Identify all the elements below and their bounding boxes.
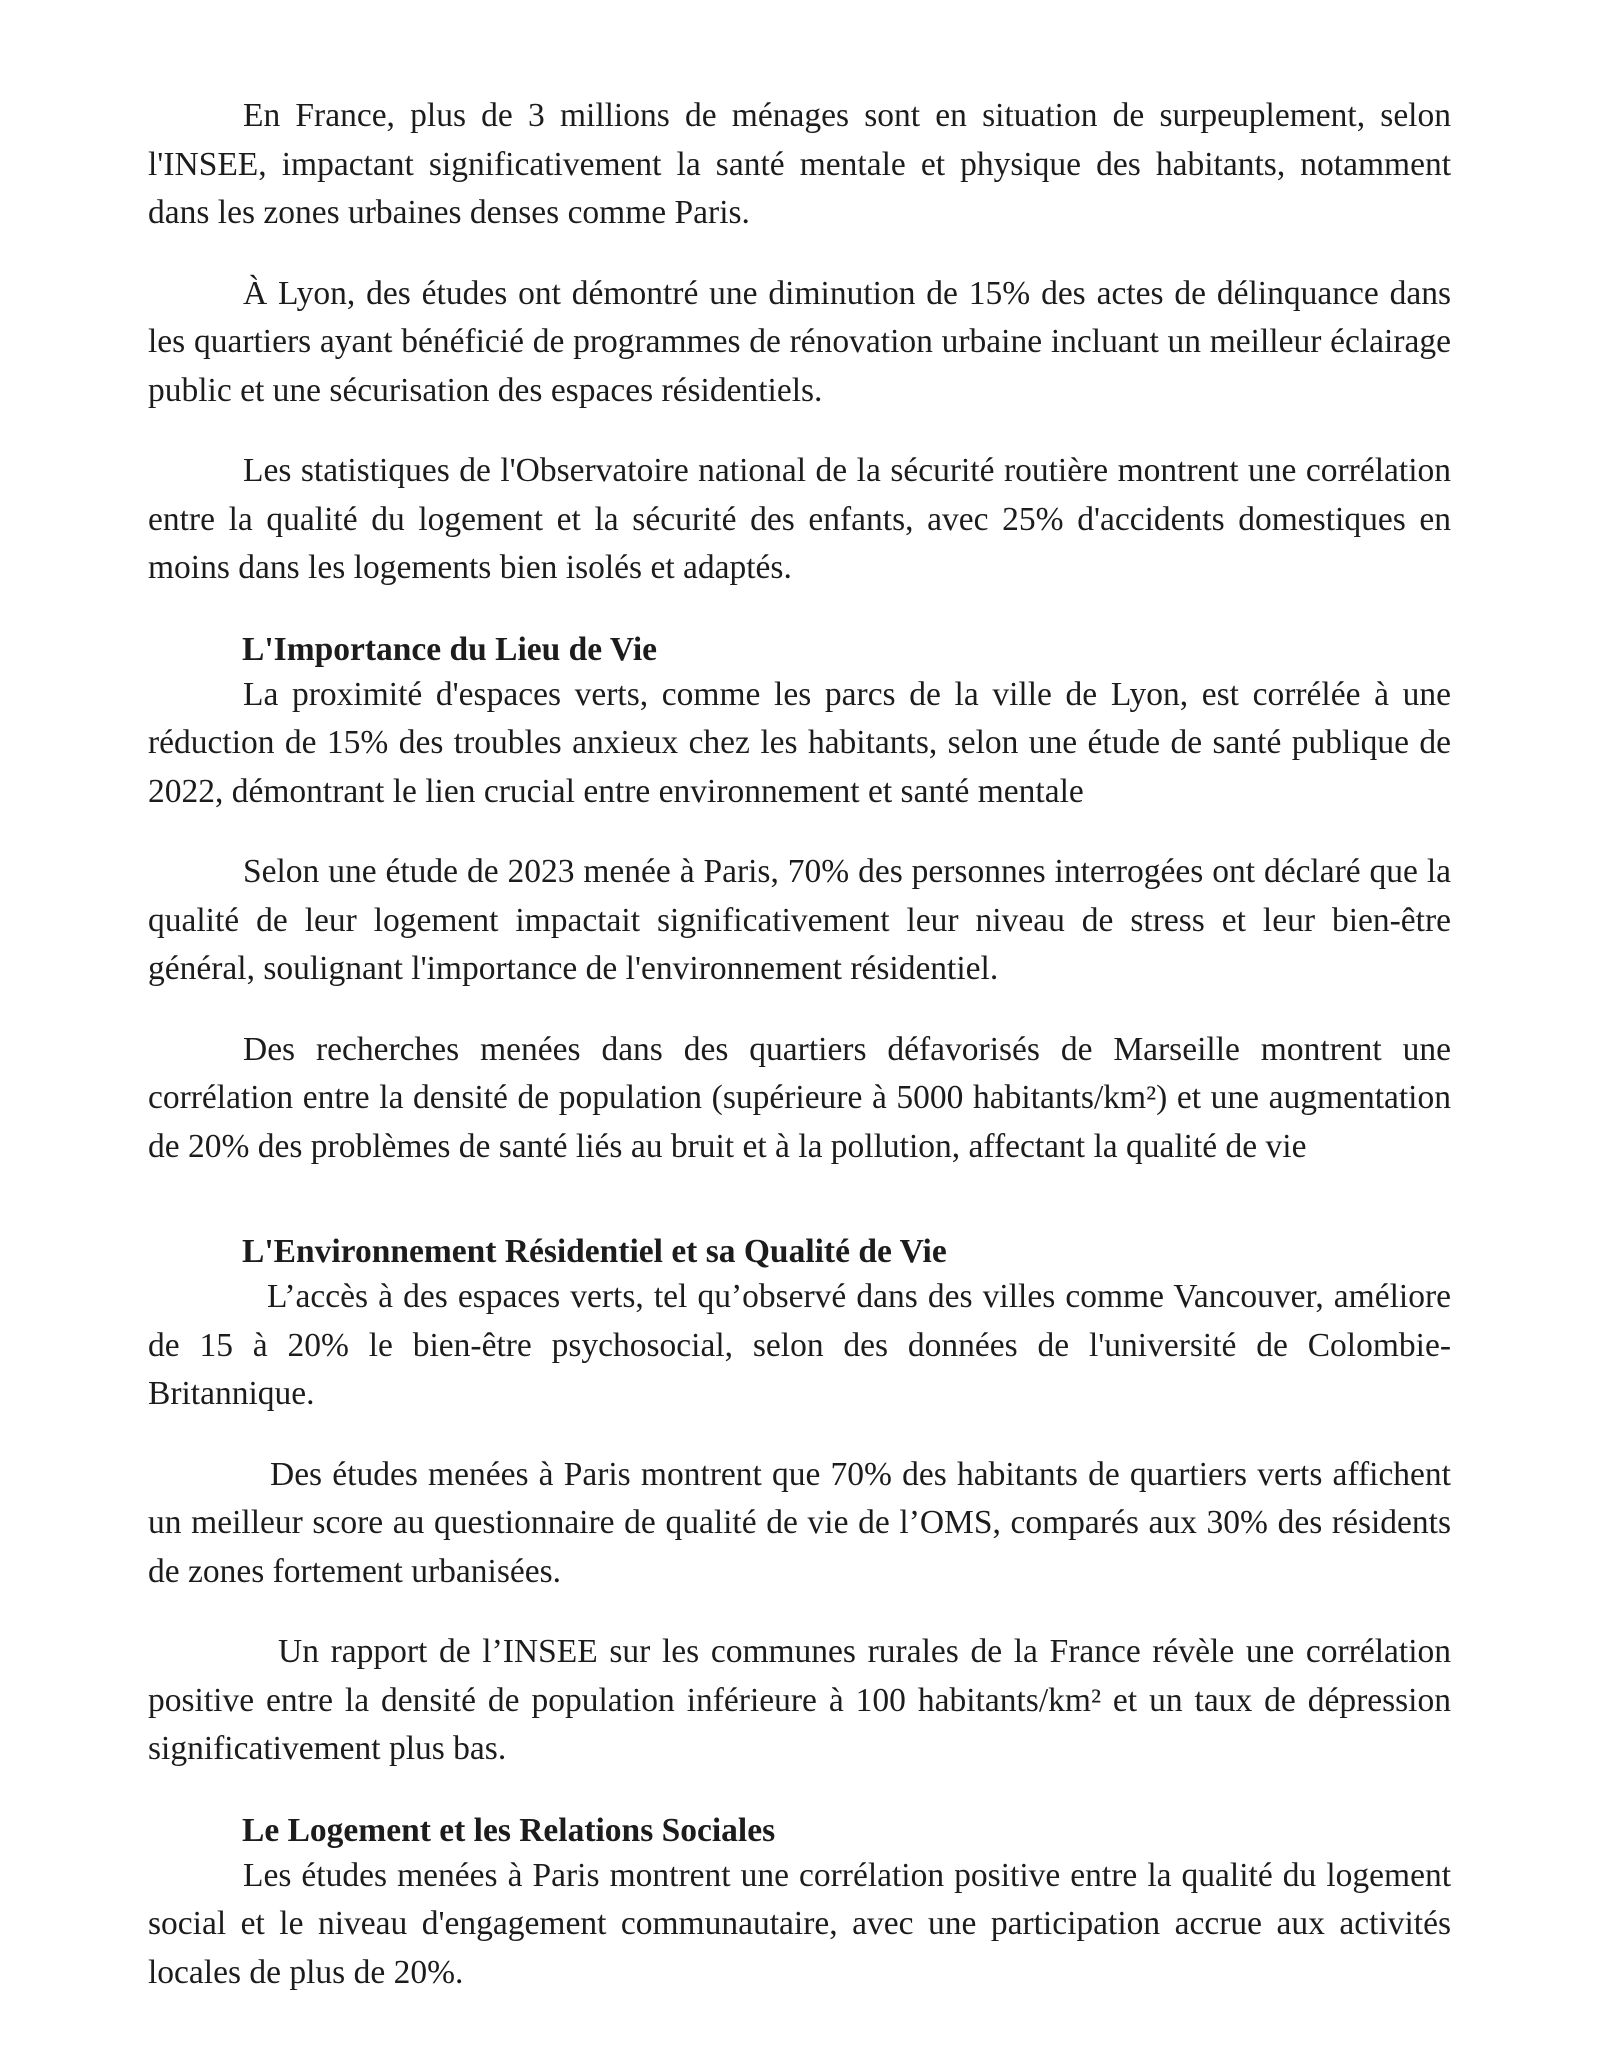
paragraph-road-safety: Les statistiques de l'Observatoire national de la sécurité routière montrent une corrélation entre la qualité du logement et la sécurité des enfants, avec 25% d'accidents domestiques en moins dans les logements bien isolés et adaptés. [148, 452, 1451, 586]
section-heading-relations-sociales: Le Logement et les Relations Sociales [242, 1811, 776, 1849]
section-heading-environnement-residentiel: L'Environnement Résidentiel et sa Qualité de Vie [242, 1233, 947, 1270]
paragraph-overcrowding: En France, plus de 3 millions de ménages sont en situation de surpeuplement, selon l'INSEE, impactant significativement la santé mentale et physique des habitants, notamment dans les zones urbaines denses comme Paris. [148, 97, 1451, 231]
paragraph-vancouver-green-spaces: L’accès à des espaces verts, tel qu’observé dans des villes comme Vancouver, améliore de 15 à 20% le bien-être psychosocial, selon des données de l'université de Colombie-Britannique. [148, 1278, 1451, 1412]
paragraph-insee-rural: Un rapport de l’INSEE sur les communes rurales de la France révèle une corrélation positive entre la densité de population inférieure à 100 habitants/km² et un taux de dépression significativement plus bas. [148, 1633, 1451, 1767]
paragraph-marseille-density: Des recherches menées dans des quartiers défavorisés de Marseille montrent une corrélation entre la densité de population (supérieure à 5000 habitants/km²) et une augmentation de 20% des problèmes de santé liés au bruit et à la pollution, affectant la qualité de vie [148, 1030, 1451, 1165]
paragraph-social-housing-engagement: Les études menées à Paris montrent une corrélation positive entre la qualité du logement social et le niveau d'engagement communautaire, avec une participation accrue aux activités locales de plus de 20%. [148, 1856, 1451, 1991]
document-page [148, 92, 1451, 1997]
section-heading-lieu-de-vie: L'Importance du Lieu de Vie [242, 630, 658, 668]
paragraph-lyon-delinquency: À Lyon, des études ont démontré une diminution de 15% des actes de délinquance dans les quartiers ayant bénéficié de programmes de rénovation urbaine incluant un meilleur éclairage public et une sécurisation des espaces résidentiels. [148, 274, 1451, 409]
paragraph-paris-study-2023: Selon une étude de 2023 menée à Paris, 70% des personnes interrogées ont déclaré que la qualité de leur logement impactait significativement leur niveau de stress et leur bien-être général, soulignant l'importance de l'environnement résidentiel. [148, 853, 1451, 987]
paragraph-paris-oms-score: Des études menées à Paris montrent que 70% des habitants de quartiers verts affichent un meilleur score au questionnaire de qualité de vie de l’OMS, comparés aux 30% des résidents de zones fortement urbanisées. [148, 1455, 1451, 1590]
paragraph-green-spaces-lyon: La proximité d'espaces verts, comme les parcs de la ville de Lyon, est corrélée à une réduction de 15% des troubles anxieux chez les habitants, selon une étude de santé publique de 2022, démontrant le lien crucial entre environnement et santé mentale [148, 675, 1451, 810]
